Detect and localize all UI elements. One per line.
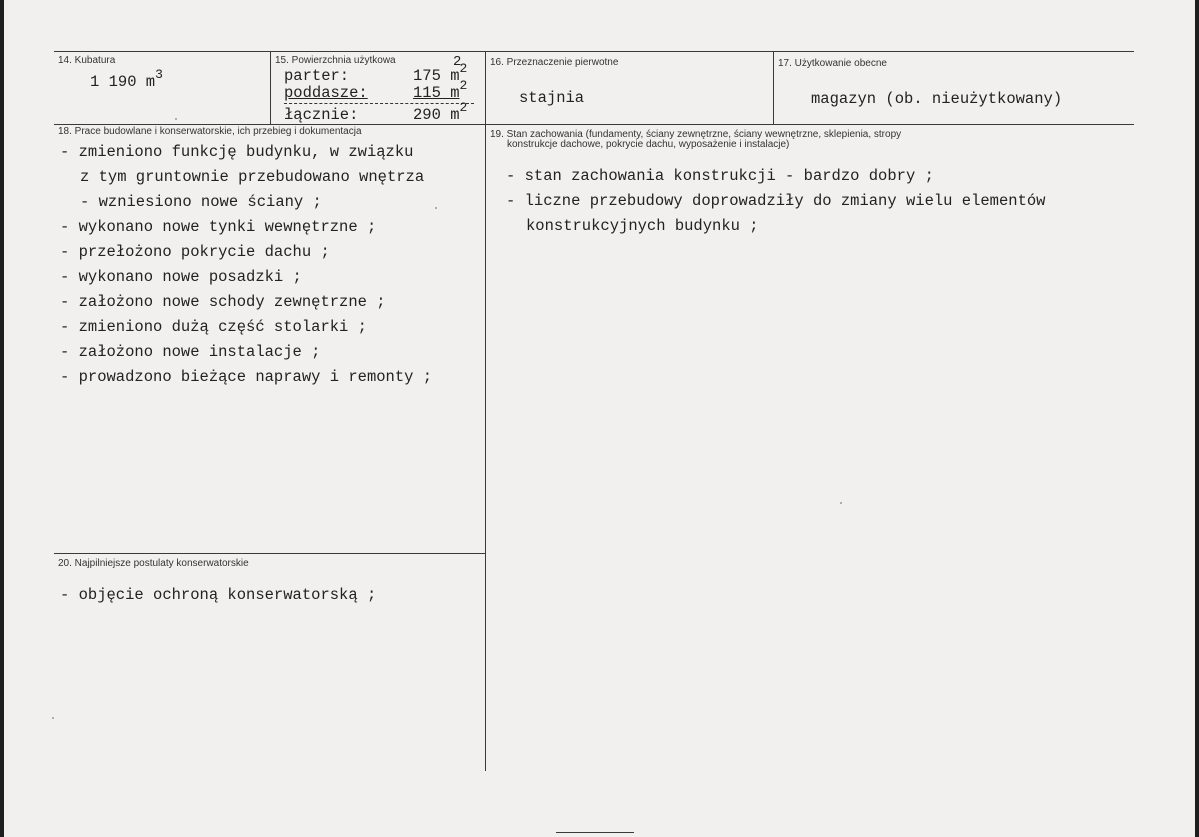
postulaty-line: - objęcie ochroną konserwatorską ;	[60, 586, 377, 604]
stan-line: konstrukcyjnych budynku ;	[526, 217, 759, 235]
stan-line: - stan zachowania konstrukcji - bardzo dobry ;	[506, 167, 934, 185]
paper-speck	[435, 207, 437, 209]
prace-line: - przełożono pokrycie dachu ;	[60, 243, 330, 261]
area-row-parter	[284, 67, 349, 85]
divider-15-16	[485, 51, 486, 771]
sum-dashed-rule	[284, 103, 474, 104]
prace-label: 18. Prace budowlane i konserwatorskie, ich przebieg i dokumentacja	[58, 126, 362, 137]
prace-line: - wzniesiono nowe ściany ;	[80, 193, 322, 211]
divider-16-17	[773, 51, 774, 124]
prace-line: - prowadzono bieżące naprawy i remonty ;	[60, 368, 433, 386]
bottom-tick	[556, 832, 634, 833]
paper-speck	[52, 717, 54, 719]
prace-line: z tym gruntownie przebudowano wnętrza	[80, 168, 425, 186]
stan-line: - liczne przebudowy doprowadziły do zmiany wielu elementów	[506, 192, 1046, 210]
area-row-lacznie	[284, 106, 358, 124]
area-row-lacznie-value: 290 $m^2$	[413, 100, 468, 124]
przeznaczenie-label: 16. Przeznaczenie pierwotne	[490, 57, 619, 68]
prace-line: - założono nowe instalacje ;	[60, 343, 321, 361]
area-row-poddasze	[284, 84, 368, 102]
powierzchnia-label: 15. Powierzchnia użytkowa	[275, 55, 396, 66]
kubatura-label: 14. Kubatura	[58, 55, 116, 66]
stan-label-line2: konstrukcje dachowe, pokrycie dachu, wyposażenie i instalacje)	[507, 139, 790, 150]
uzytkowanie-value: magazyn (ob. nieużytkowany)	[811, 90, 1063, 108]
scan-edge-right	[1195, 0, 1199, 837]
prace-line: - założono nowe schody zewnętrzne ;	[60, 293, 386, 311]
prace-line: - zmieniono funkcję budynku, w związku	[60, 143, 414, 161]
paper-speck	[840, 502, 842, 504]
prace-line: - zmieniono dużą część stolarki ;	[60, 318, 367, 336]
area-row-name: łącznie:	[284, 106, 359, 124]
area-row-name: parter:	[284, 67, 350, 85]
prace-line: - wykonano nowe tynki wewnętrzne ;	[60, 218, 377, 236]
postulaty-label: 20. Najpilniejsze postulaty konserwatorskie	[58, 558, 249, 569]
przeznaczenie-value: stajnia	[519, 89, 585, 107]
header-bottom-rule	[54, 124, 1134, 125]
divider-18-20	[54, 553, 485, 554]
uzytkowanie-label: 17. Użytkowanie obecne	[778, 58, 887, 69]
powierzchnia-label-sup: 2	[453, 54, 462, 70]
paper-speck	[175, 118, 177, 120]
area-row-parter-value: 175 $m^2$	[413, 61, 468, 85]
area-row-poddasze-value: 115 $m^2$	[413, 78, 468, 102]
scan-edge-left	[0, 0, 4, 837]
kubatura-value: 1 190 $m^3$	[90, 67, 163, 91]
prace-line: - wykonano nowe posadzki ;	[60, 268, 302, 286]
top-rule	[54, 51, 1134, 52]
divider-14-15	[270, 51, 271, 124]
area-row-name: poddasze:	[284, 84, 368, 102]
stan-label-line1: 19. Stan zachowania (fundamenty, ściany zewnętrzne, ściany wewnętrzne, sklepienia, stropy	[490, 129, 902, 140]
